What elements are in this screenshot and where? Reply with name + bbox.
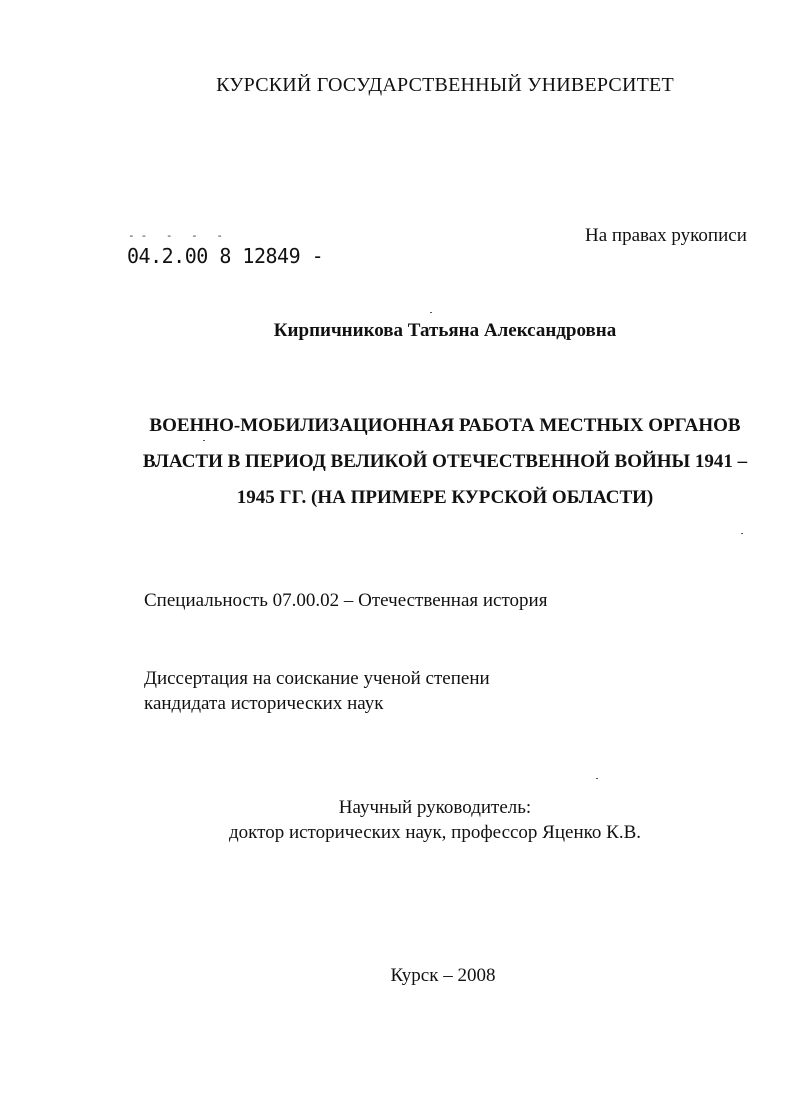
- specialty-line: Специальность 07.00.02 – Отечественная история: [144, 590, 548, 611]
- degree-line-1: Диссертация на соискание ученой степени: [144, 668, 490, 689]
- degree-statement: [144, 666, 490, 716]
- supervisor-name: доктор исторических наук, профессор Яценко К.В.: [229, 822, 641, 843]
- degree-line-2: кандидата исторических наук: [144, 693, 384, 714]
- title-line-1: ВОЕННО-МОБИЛИЗАЦИОННАЯ РАБОТА МЕСТНЫХ ОРГАНОВ: [149, 415, 741, 436]
- scan-speck: [741, 533, 743, 534]
- title-line-2: ВЛАСТИ В ПЕРИОД ВЕЛИКОЙ ОТЕЧЕСТВЕННОЙ ВОЙНЫ 1941 –: [142, 451, 748, 472]
- scan-speck: [203, 440, 205, 441]
- university-name: КУРСКИЙ ГОСУДАРСТВЕННЫЙ УНИВЕРСИТЕТ: [216, 74, 674, 96]
- title-line-3: 1945 ГГ. (НА ПРИМЕРЕ КУРСКОЙ ОБЛАСТИ): [236, 487, 654, 508]
- author-name: Кирпичникова Татьяна Александровна: [273, 320, 617, 341]
- registration-marks: -- - - -: [128, 229, 229, 242]
- dissertation-title: [80, 408, 798, 516]
- manuscript-rights-label: На правах рукописи: [585, 225, 747, 246]
- supervisor-block: [0, 795, 798, 845]
- scan-speck: [596, 778, 598, 779]
- city-year: Курск – 2008: [390, 965, 496, 986]
- registration-code: 04.2.00 8 12849 -: [127, 244, 324, 268]
- supervisor-label: Научный руководитель:: [338, 797, 532, 818]
- scan-speck: [430, 312, 432, 313]
